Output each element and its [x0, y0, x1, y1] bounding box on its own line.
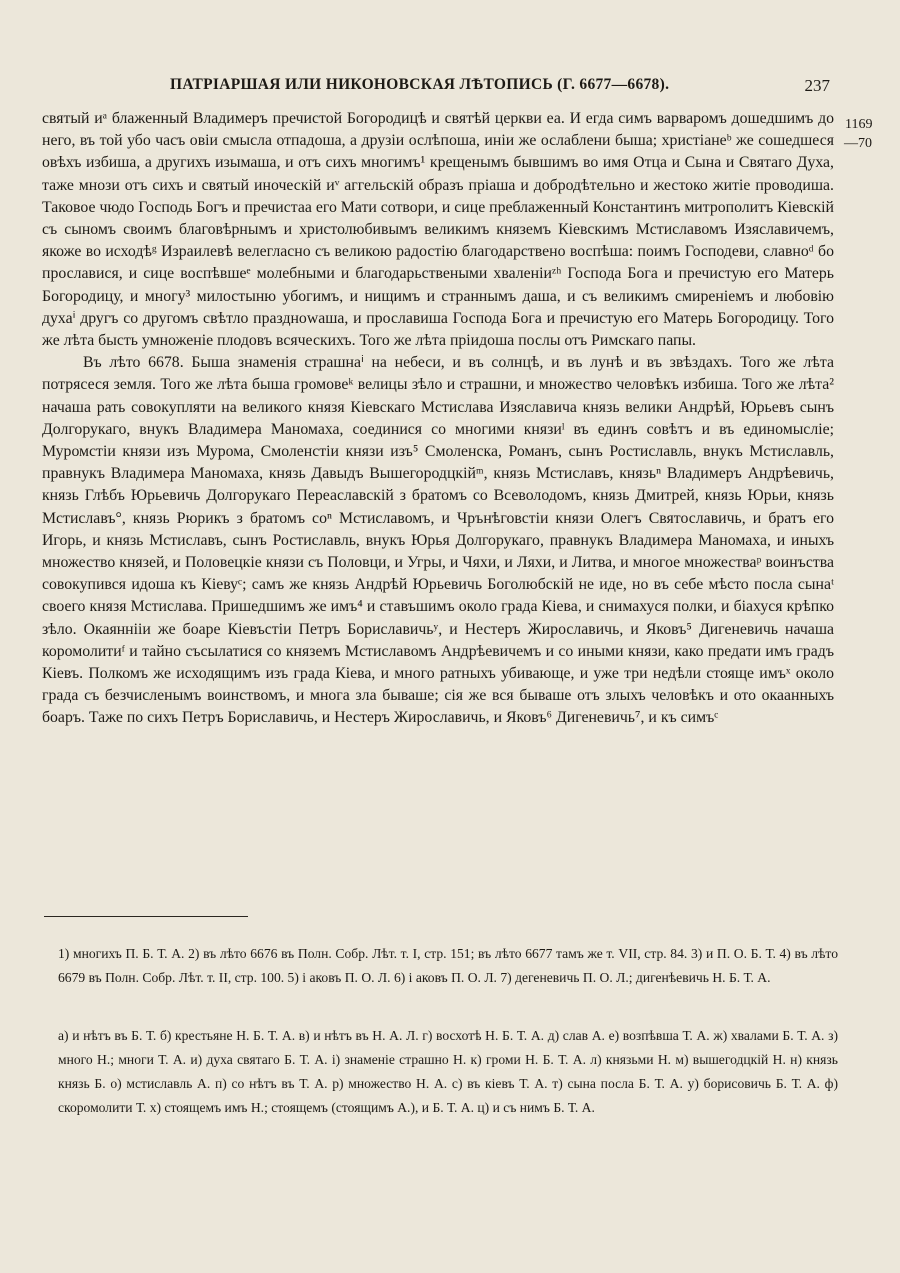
running-header [42, 76, 830, 98]
main-text [42, 108, 834, 730]
paragraph: святый иᵃ блаженный Владимеръ пречистой Богородицѣ и святѣй церкви еа. И егда симъ варваромъ дошедшимъ до него, въ той убо часъ овіи смысла отпадоша, а друзіи ослѣпоша, иніи же ослаблени быша; христіанеᵇ же сошедшеся овѣхъ избиша, а другихъ изымаша, и отъ сихъ многимъ¹ крещенымъ бывшимъ во имя Отца и Сына и Святаго Духа, таже мнози отъ сихъ и святый иноческій иᵛ аггельскій образъ пріаша и добродѣтельно и жестоко житіе проводиша. Таковое чюдо Господь Богъ и пречистаа его Мати сотвори, и сице преблаженный Константинъ митрополитъ Кіевскій съ сыномъ своимъ благовѣрнымъ и христолюбивымъ великимъ княземъ Кіевскимъ Мстиславомъ Изяславичемъ, якоже во исходѣᵍ Израилевѣ велегласно съ великою радостію благодарствено воспѣша: поимъ Господеви, славноᵈ бо прославися, и сице воспѣвшеᵉ молебными и благодарьствеными хваленіиᶻʰ Господа Бога и пречистую его Матерь Богородицу, и многу³ милостыню убогимъ, и нищимъ и страннымъ даша, и съ великимъ смиреніемъ и любовію духаⁱ другъ со другомъ свѣтло празднowаша, и прославиша Господа Бога и пречистую его Матерь Богородицу. Того же лѣта бысть умноженіе плодовъ всяческихъ. Того же лѣта пріидоша послы отъ Римскаго папы. [42, 110, 834, 350]
running-head-title: ПАТРІАРШАЯ ИЛИ НИКОНОВСКАЯ ЛѢТОПИСЬ (Г. 6677—6678). [170, 76, 670, 93]
footnote-text: 1) многихъ П. Б. Т. А. 2) въ лѣто 6676 въ Полн. Собр. Лѣт. т. I, стр. 151; въ лѣто 6677 тамъ же т. VII, стр. 84. 3) и П. О. Б. Т. 4) въ лѣто 6679 въ Полн. Собр. Лѣт. т. II, стр. 100. 5) і аковъ П. О. Л. 6) і аковъ П. О. Л. 7) дегеневичь П. О. Л.; дигенѣевичь Н. Б. Т. А. [58, 946, 838, 985]
paragraph: Въ лѣто 6678. Быша знаменія страшнаⁱ на небеси, и въ солнцѣ, и въ лунѣ и въ звѣздахъ. Того же лѣта потрясеся земля. Того же лѣта быша громовеᵏ велицы зѣло и страшни, и множество человѣкъ избиша. Того же лѣта² начаша рать совокупляти на великого князя Кіевскаго Мстислава Изяславича князь велики Андрѣй, Юрьевъ сынъ Долгорукаго, внукъ Владимера Маномаха, соединися со многими князиˡ въ единъ совѣтъ и въ единомысліе; Муромстіи князи изъ Мурома, Смоленстіи князи изъ⁵ Смоленска, Романъ, сынъ Ростиславль, внукъ Мстиславль, правнукъ Владимера Маномаха, князь Давыдъ Вышегородцкійᵐ, князь Мстиславъ, князьⁿ Владимеръ Андрѣевичь, князь Глѣбъ Юрьевичь Долгорукаго Переаславскій з братомъ со Всеволодомъ, князь Дмитрей, князь Юрьи, князь Мстиславъ°, князь Рюрикъ з братомъ соⁿ Мстиславомъ, и Чрънѣговстіи князи Олегъ Святославичь, и братъ его Игорь, и князь Мстиславъ, сынъ Ростиславль, внукъ Юрья Долгорукаго, правнукъ Владимера Маномаха, и иныхъ множество князей, и Половецкіе князи съ Половци, и Угры, и Чяхи, и Ляхи, и Литва, и многое множестваᵖ воинъства совокупився идоша къ Кіевуᶜ; самъ же князь Андрѣй Юрьевичь Боголюбскій не иде, но въ себе мѣсто посла сынаᵗ своего князя Мстислава. Пришедшимъ же имъ⁴ и ставъшимъ около града Кіева, и снимахуся полки, и біахуся крѣпко зѣло. Окаяннііи же боаре Кіевъстіи Петръ Бориславичьʸ, и Нестеръ Жирославичь, и Яковъ⁵ Дигеневичь начаша коромолитиᶠ и тайно съсылатися со княземъ Мстиславомъ Андрѣевичемъ и со иными князи, како предати имъ градъ Кіевъ. Полкомъ же исходящимъ изъ града Кіева, и много ратныхъ убивающе, и уже три недѣли стояще имъˣ около града съ безчисленымъ воинствомъ, и многа зла бываше; сія же вся бываше отъ злыхъ человѣкъ и ото окаанныхъ боаръ. Таже по сихъ Петръ Бориславичь, и Нестеръ Жирославичь, и Яковъ⁶ Дигеневичь⁷, и къ симъᶜ [42, 354, 834, 727]
page-number: 237 [804, 76, 830, 95]
margin-year-start: 1169 [845, 117, 873, 132]
footnote-text: а) и нѣтъ въ Б. Т. б) крестьяне Н. Б. Т. А. в) и нѣтъ въ Н. А. Л. г) восхотѣ Н. Б. Т. А. д) слав А. е) возпѣвша Т. А. ж) хвалами Б. Т. А. з) много Н.; многи Т. А. и) духа святаго Б. Т. А. і) знаменіе страшно Н. к) громи Н. Б. Т. А. л) князьми Н. м) вышегодцкій Н. н) князь князь Б. о) мстиславль А. п) со нѣтъ въ Т. А. р) множество Н. А. с) въ кіевъ Т. А. т) сына посла Б. Т. А. у) борисовичь Б. Т. А. ф) скоромолити Т. х) стоящемъ имъ Н.; стоящемъ (стоящимъ А.), и Б. Т. А. ц) и съ нимъ Б. Т. А. [58, 1028, 838, 1115]
lettered-footnotes [58, 1024, 838, 1120]
margin-year-end: —70 [844, 136, 872, 151]
footnote-divider [44, 916, 248, 917]
numeric-footnotes [58, 942, 838, 990]
